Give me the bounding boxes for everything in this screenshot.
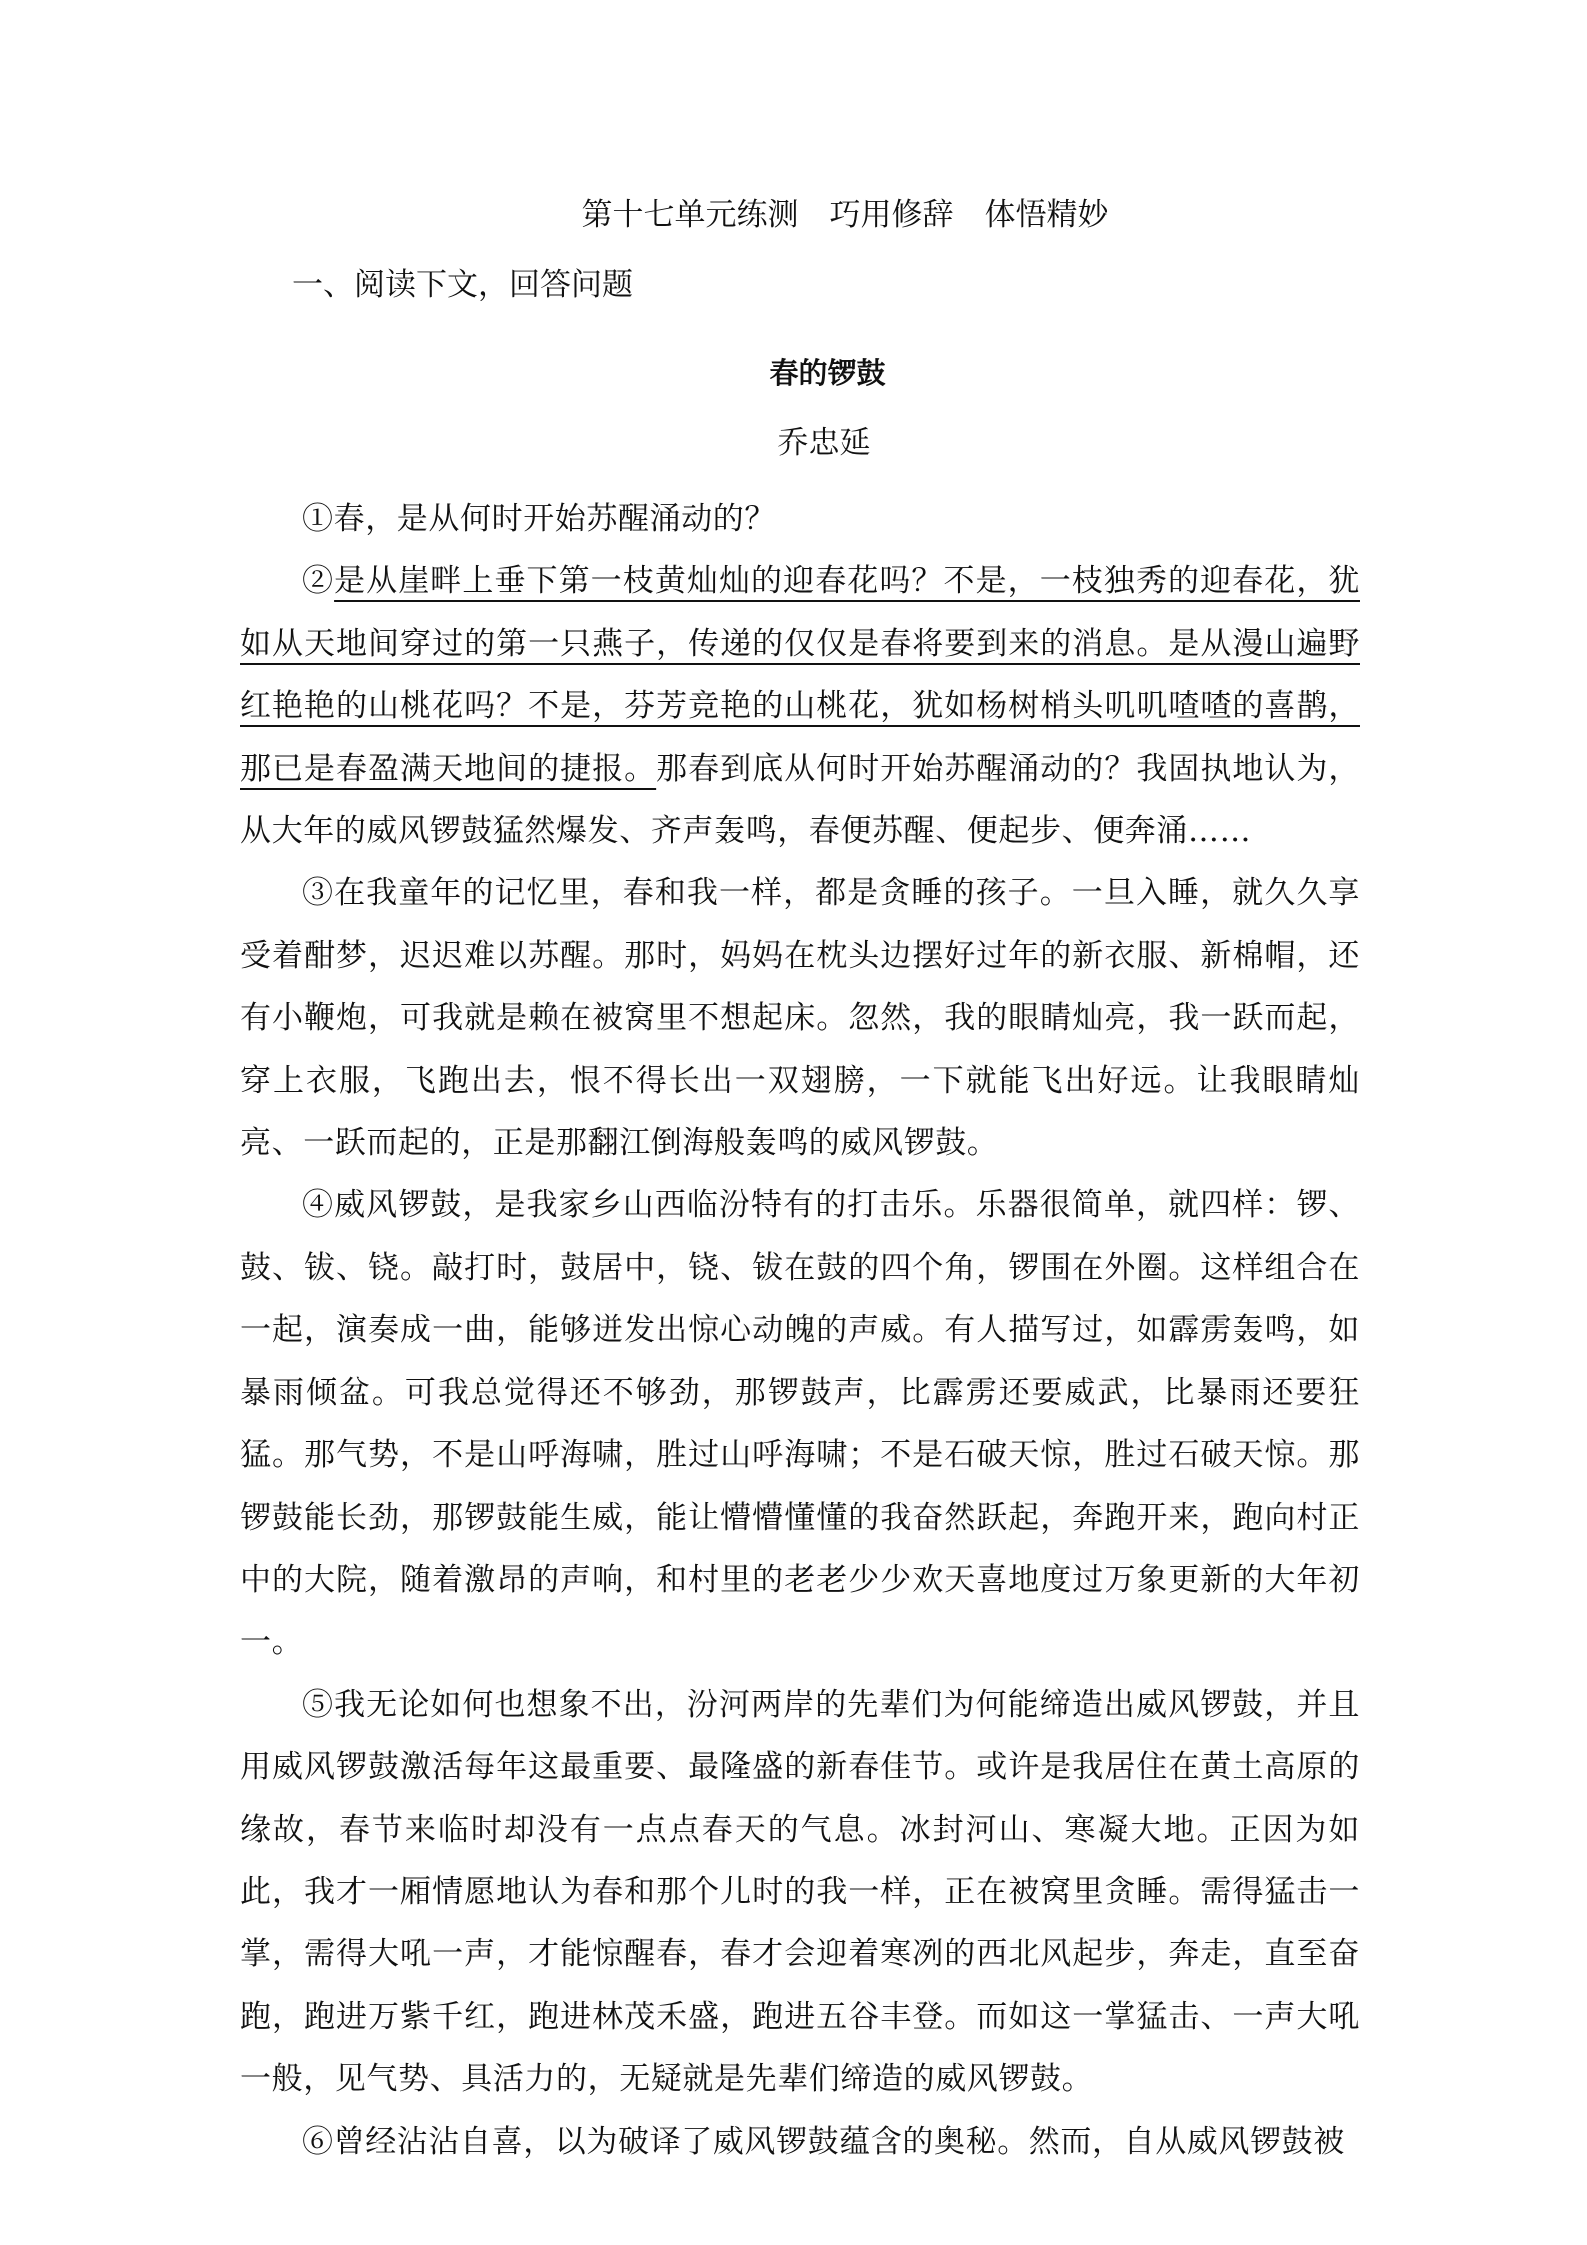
page-content bbox=[240, 190, 1360, 2173]
paragraph-4-text: ④威风锣鼓，是我家乡山西临汾特有的打击乐。乐器很简单，就四样：锣、鼓、钹、铙。敲打时，鼓居中，铙、钹在鼓的四个角，锣围在外圈。这样组合在一起，演奏成一曲，能够迸发出惊心动魄的声威。有人描写过，如霹雳轰鸣，如暴雨倾盆。可我总觉得还不够劲，那锣鼓声，比霹雳还要威武，比暴雨还要狂猛。那气势，不是山呼海啸，胜过山呼海啸；不是石破天惊，胜过石破天惊。那锣鼓能长劲，那锣鼓能生威，能让懵懵懂懂的我奋然跃起，奔跑开来，跑向村正中的大院，随着激昂的声响，和村里的老老少少欢天喜地度过万象更新的大年初一。 bbox=[240, 1187, 1360, 1661]
paragraph-2 bbox=[240, 550, 1360, 862]
article-title: 春的锣鼓 bbox=[769, 356, 886, 390]
paragraph-6 bbox=[240, 2111, 1360, 2173]
underlined-passage: 是从崖畔上垂下第一枝黄灿灿的迎春花吗？不是，一枝独秀的迎春花，犹如从天地间穿过的第一只燕子，传递的仅仅是春将要到来的消息。是从漫山遍野红艳艳的山桃花吗？不是，芬芳竞艳的山桃花，犹如杨树梢头叽叽喳喳的喜鹊，那已是春盈满天地间的捷报。 bbox=[240, 563, 1360, 787]
paragraph-5-text: ⑤我无论如何也想象不出，汾河两岸的先辈们为何能缔造出威风锣鼓，并且用威风锣鼓激活每年这最重要、最隆盛的新春佳节。或许是我居住在黄土高原的缘故，春节来临时却没有一点点春天的气息。冰封河山、寒凝大地。正因为如此，我才一厢情愿地认为春和那个儿时的我一样，正在被窝里贪睡。需得猛击一掌，需得大吼一声，才能惊醒春，春才会迎着寒冽的西北风起步，奔走，直至奋跑，跑进万紫千红，跑进林茂禾盛，跑进五谷丰登。而如这一掌猛击、一声大吼一般，见气势、具活力的，无疑就是先辈们缔造的威风锣鼓。 bbox=[240, 1686, 1360, 2098]
section-heading: 一、阅读下文，回答问题 bbox=[292, 267, 633, 303]
paragraph-1 bbox=[240, 488, 1360, 550]
paragraph-3 bbox=[240, 862, 1360, 1174]
article-body bbox=[240, 488, 1360, 2173]
paragraph-2-number: ② bbox=[302, 563, 335, 600]
paragraph-2-text: 那春到底从何时开始苏醒涌动的？我固执地认为，从大年的威风锣鼓猛然爆发、齐声轰鸣，春便苏醒、便起步、便奔涌…… bbox=[240, 750, 1360, 850]
paragraph-3-text: ③在我童年的记忆里，春和我一样，都是贪睡的孩子。一旦入睡，就久久享受着酣梦，迟迟难以苏醒。那时，妈妈在枕头边摆好过年的新衣服、新棉帽，还有小鞭炮，可我就是赖在被窝里不想起床。忽然，我的眼睛灿亮，我一跃而起，穿上衣服，飞跑出去，恨不得长出一双翅膀，一下就能飞出好远。让我眼睛灿亮、一跃而起的，正是那翻江倒海般轰鸣的威风锣鼓。 bbox=[240, 875, 1360, 1162]
paragraph-1-text: ①春，是从何时开始苏醒涌动的？ bbox=[302, 501, 776, 537]
article-author: 乔忠延 bbox=[777, 425, 871, 461]
paragraph-5 bbox=[240, 1674, 1360, 2111]
unit-title: 第十七单元练测 巧用修辞 体悟精妙 bbox=[581, 197, 1109, 233]
paragraph-6-text: ⑥曾经沾沾自喜，以为破译了威风锣鼓蕴含的奥秘。然而，自从威风锣鼓被 bbox=[302, 2123, 1345, 2160]
paragraph-4 bbox=[240, 1174, 1360, 1673]
